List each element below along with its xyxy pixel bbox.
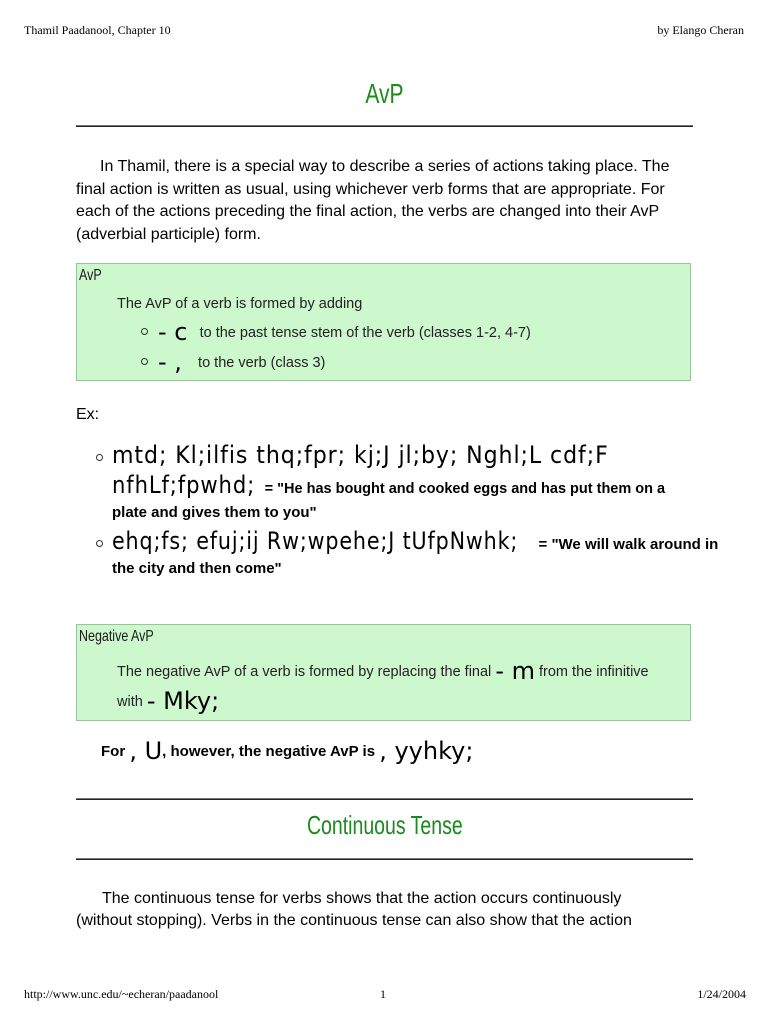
- list-item-text: to the past tense stem of the verb (classes 1-2, 4-7): [199, 325, 531, 341]
- divider: [76, 125, 693, 127]
- for-text: , however, the negative AvP is: [162, 743, 376, 760]
- for-text: For: [101, 743, 126, 760]
- avp-info-box: [76, 263, 691, 381]
- examples-label: Ex:: [76, 406, 100, 423]
- box-text: The negative AvP of a verb is formed by replacing the final: [117, 664, 492, 680]
- box-title: Negative AvP: [79, 628, 154, 645]
- header-doc-title: Thamil Paadanool, Chapter 10: [24, 23, 171, 37]
- box-text: from the infinitive: [539, 664, 649, 680]
- tamil-sentence: nfhLf;fpwhd;: [112, 471, 256, 499]
- tamil-sentence: ehq;fs; efuj;ij Rw;wpehe;J tUfpNwhk;: [112, 527, 519, 555]
- section-title-continuous-tense: Continuous Tense: [306, 810, 463, 840]
- english-translation: = "We will walk around in: [534, 536, 719, 553]
- section-title-avp: AvP: [365, 78, 404, 109]
- list-item-text: to the verb (class 3): [198, 355, 326, 371]
- tamil-glyph: - ,: [158, 348, 182, 376]
- english-translation-cont: the city and then come": [112, 560, 282, 577]
- list-item: [141, 318, 531, 346]
- footer-url: http://www.unc.edu/~echeran/paadanool: [24, 987, 219, 1001]
- box-line: [117, 687, 219, 715]
- bullet-icon: [141, 328, 148, 335]
- tamil-glyph: - c: [158, 318, 188, 346]
- intro-paragraph: In Thamil, there is a special way to describe a series of actions taking place. The final action is written as usual, using whichever verb forms that are appropriate. For each of the actions preceding the final action, the verbs are changed into their AvP (adverbial participle) form.: [76, 158, 670, 243]
- bullet-icon: [96, 454, 103, 461]
- continuous-intro-line2: (without stopping). Verbs in the continuous tense can also show that the action: [76, 912, 632, 929]
- negative-avp-info-box: [76, 624, 691, 721]
- footer-date: 1/24/2004: [697, 987, 746, 1001]
- continuous-intro-line1: The continuous tense for verbs shows that the action occurs continuously: [102, 890, 622, 907]
- tamil-glyph: - Mky;: [146, 687, 220, 715]
- bullet-icon: [141, 358, 148, 365]
- box-line: [117, 657, 649, 685]
- english-translation-cont: plate and gives them to you": [112, 504, 317, 521]
- tamil-glyph: , U: [129, 737, 163, 765]
- tamil-glyph: - m: [495, 657, 535, 685]
- tamil-glyph: , yyhky;: [379, 737, 474, 765]
- tamil-sentence: mtd; Kl;ilfis thq;fpr; kj;J jl;by; Nghl;L cdf;F: [112, 441, 609, 469]
- footer-page-number: 1: [380, 987, 386, 1001]
- header-author: by Elango Cheran: [657, 23, 744, 37]
- box-lead-text: The AvP of a verb is formed by adding: [117, 296, 363, 312]
- divider: [76, 858, 693, 860]
- divider: [76, 798, 693, 800]
- box-title: AvP: [79, 267, 102, 284]
- for-line: [101, 737, 721, 765]
- english-translation: = "He has bought and cooked eggs and has put them on a: [260, 481, 666, 497]
- bullet-icon: [96, 540, 103, 547]
- box-text: with: [117, 694, 143, 710]
- list-item: [141, 348, 325, 376]
